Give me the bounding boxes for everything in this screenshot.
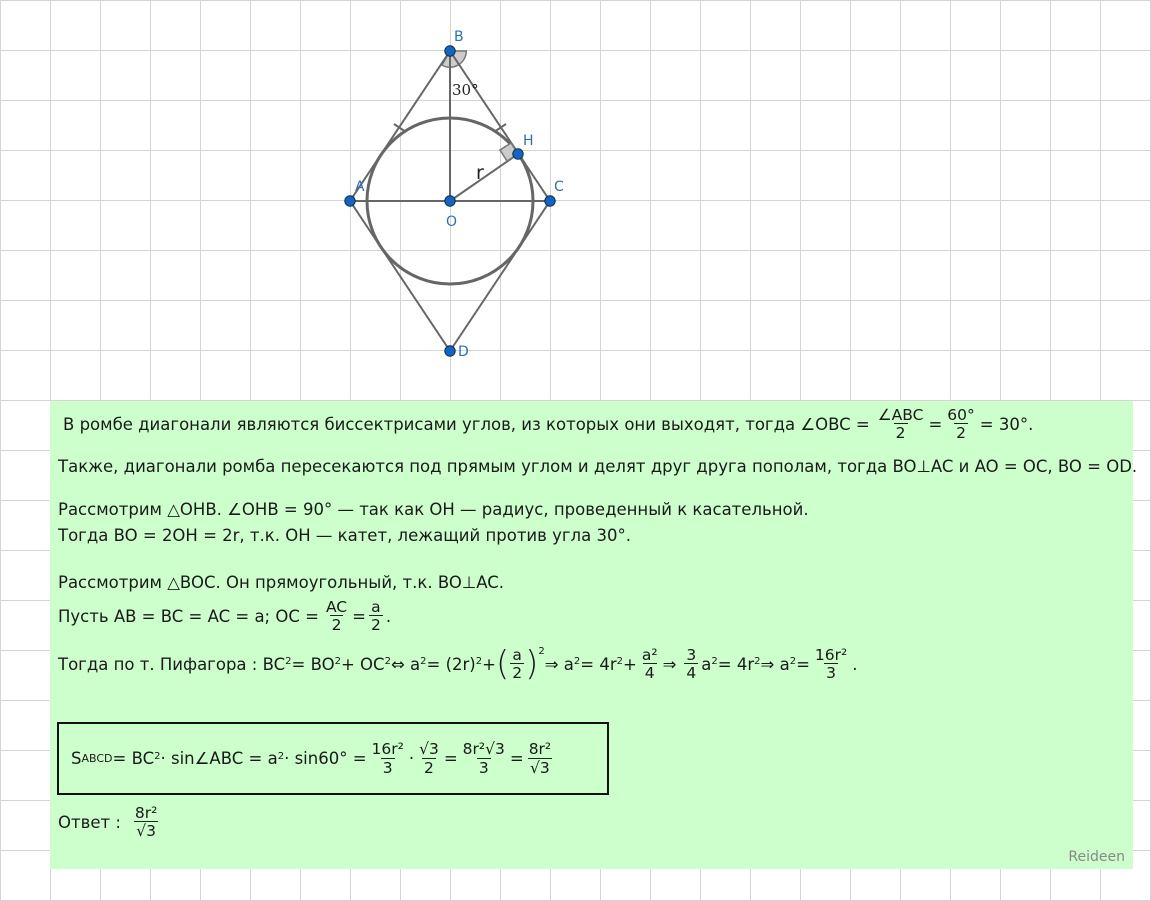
pyth-part: + [482,654,496,674]
pyth-part: ⇒ a [760,654,790,674]
fraction-8r2sqrt3-over-3 [461,741,507,776]
frac-den: 2 [331,616,342,635]
answer-label: Ответ : [58,812,121,832]
rhombus-figure [0,0,1151,401]
line5-text: Рассмотрим △BOC. Он прямоугольный, т.к. BO⊥AC. [58,573,505,592]
fraction-a-over-2 [510,647,524,682]
frac-num: 8r²√3 [462,740,505,759]
frac-num: √3 [419,740,439,759]
frac-den: 2 [956,424,966,443]
solution-line-1 [63,407,1033,442]
point-h[interactable] [513,149,523,159]
radius-label: r [476,162,484,184]
fraction-3-over-4 [684,647,698,682]
fraction-16r2-over-3 [813,647,849,682]
point-d[interactable] [445,346,455,356]
formula-part: · sin∠ABC = a [160,749,278,768]
label-b: B [454,29,464,45]
label-h: H [523,133,534,149]
pyth-tail: . [852,654,858,674]
label-a: A [355,179,365,195]
frac-den: 2 [895,424,906,443]
area-formula-box: S ABCD = BC $^2$ · sin∠ABC = a $^2$ · sin60° = $\frac{\text{16r²}}{3}$ · $\frac{√3}{2}$ = $\frac{\text{8r²√3}}{3}$ = $\frac{\text{8r²}}{√3}$ [57,722,609,795]
fraction-abc-over-2 [876,407,926,442]
line6-tail: . [385,606,392,626]
pyth-part: + OC [340,654,385,674]
frac-den: √3 [530,758,550,777]
frac-num: a² [641,646,658,664]
answer-fraction [133,805,159,840]
line2-text: Также, диагонали ромба пересекаются под прямым углом и делят друг друга пополам, тогда BO⊥AC и AO = OC, BO = OD. [58,457,1138,476]
pyth-part: = BO [291,654,335,674]
frac-den: 4 [644,664,655,683]
frac-num: 16r² [814,646,848,664]
area-symbol: S [71,749,82,768]
frac-num: a [512,646,522,664]
left-paren: ( [495,644,510,685]
pyth-part: ⇔ a [390,654,421,674]
label-o: O [446,214,458,230]
frac-den: 3 [382,758,393,777]
angle-label: 30° [452,81,479,99]
frac-num: 60° [947,406,975,424]
fraction-a-over-2 [369,599,383,634]
frac-den: 2 [370,616,381,635]
equals: = [443,749,458,768]
solution-line-7: Тогда по т. Пифагора : BC $^2$ = BO $^2$ + OC $^2$ ⇔ a $^2$ = (2r) $^2$ + ( $\frac{a}{2}$ ) $^2$ ⇒ a $^2$ = 4r $^2$ + $\frac{\text{a²}}{4}$ ⇒ $\frac{3}{4}$ a $^2$ = 4r $^2$ ⇒ a $^2$ = $\frac{\text{16r²}}{3}$ . [58,644,858,685]
solution-line-4 [58,526,631,545]
solution-line-5 [58,573,504,592]
fraction-16r2-over-3 [370,741,406,776]
pyth-part: ⇒ [662,654,677,674]
multiply-dot: · [408,749,415,768]
frac-den: √3 [136,822,156,841]
pyth-part: + [623,654,637,674]
frac-num: AC [325,598,348,616]
line6-text: Пусть AB = BC = AC = a; OC = [58,606,319,626]
point-a[interactable] [345,196,355,206]
frac-num: 3 [686,646,697,664]
equals: = [928,414,943,434]
pyth-part: = [796,654,810,674]
frac-num: 8r² [134,804,158,822]
frac-num: ∠ABC [877,406,924,424]
equals: = [509,749,524,768]
credit-watermark: Reideen [1068,849,1125,865]
formula-part: = BC [112,749,155,768]
line1-text: В ромбе диагонали являются биссектрисами углов, из которых они выходят, тогда ∠OBC = [63,414,870,434]
pyth-part: ⇒ a [544,654,574,674]
frac-num: 16r² [371,740,404,759]
line4-text: Тогда BO = 2OH = 2r, т.к. OH — катет, лежащий против угла 30°. [58,526,631,545]
frac-num: 8r² [528,740,552,759]
fraction-60-over-2 [945,407,976,442]
frac-den: 3 [478,758,489,777]
frac-num: a [371,598,381,616]
equals: = [352,606,366,626]
answer-line [58,805,162,840]
solution-panel [50,401,1138,869]
frac-den: 2 [424,758,434,777]
fraction-8r2-over-sqrt3 [527,741,553,776]
solution-line-3 [58,500,809,519]
point-o[interactable] [445,196,455,206]
point-c[interactable] [545,196,555,206]
solution-line-6 [58,599,391,634]
label-c: C [554,179,564,195]
frac-den: 3 [826,664,836,683]
fraction-ac-over-2 [324,599,349,634]
formula-part: · sin60° = [284,749,367,768]
pyth-part: = 4r [580,654,617,674]
line3-text: Рассмотрим △OHB. ∠OHB = 90° — так как OH — радиус, проведенный к касательной. [58,500,809,519]
fraction-a2-over-4 [640,647,660,682]
point-b[interactable] [445,46,455,56]
right-paren: ) [525,644,539,685]
pyth-part: a [701,654,712,674]
frac-den: 4 [686,664,697,683]
pyth-part: Тогда по т. Пифагора : BC [58,654,286,674]
pyth-part: = (2r) [426,654,476,674]
frac-den: 2 [512,664,523,683]
label-d: D [458,344,469,360]
fraction-sqrt3-over-2 [417,741,441,776]
line1-tail: = 30°. [979,414,1034,434]
pyth-part: = 4r [717,654,755,674]
solution-line-2 [58,457,1137,476]
